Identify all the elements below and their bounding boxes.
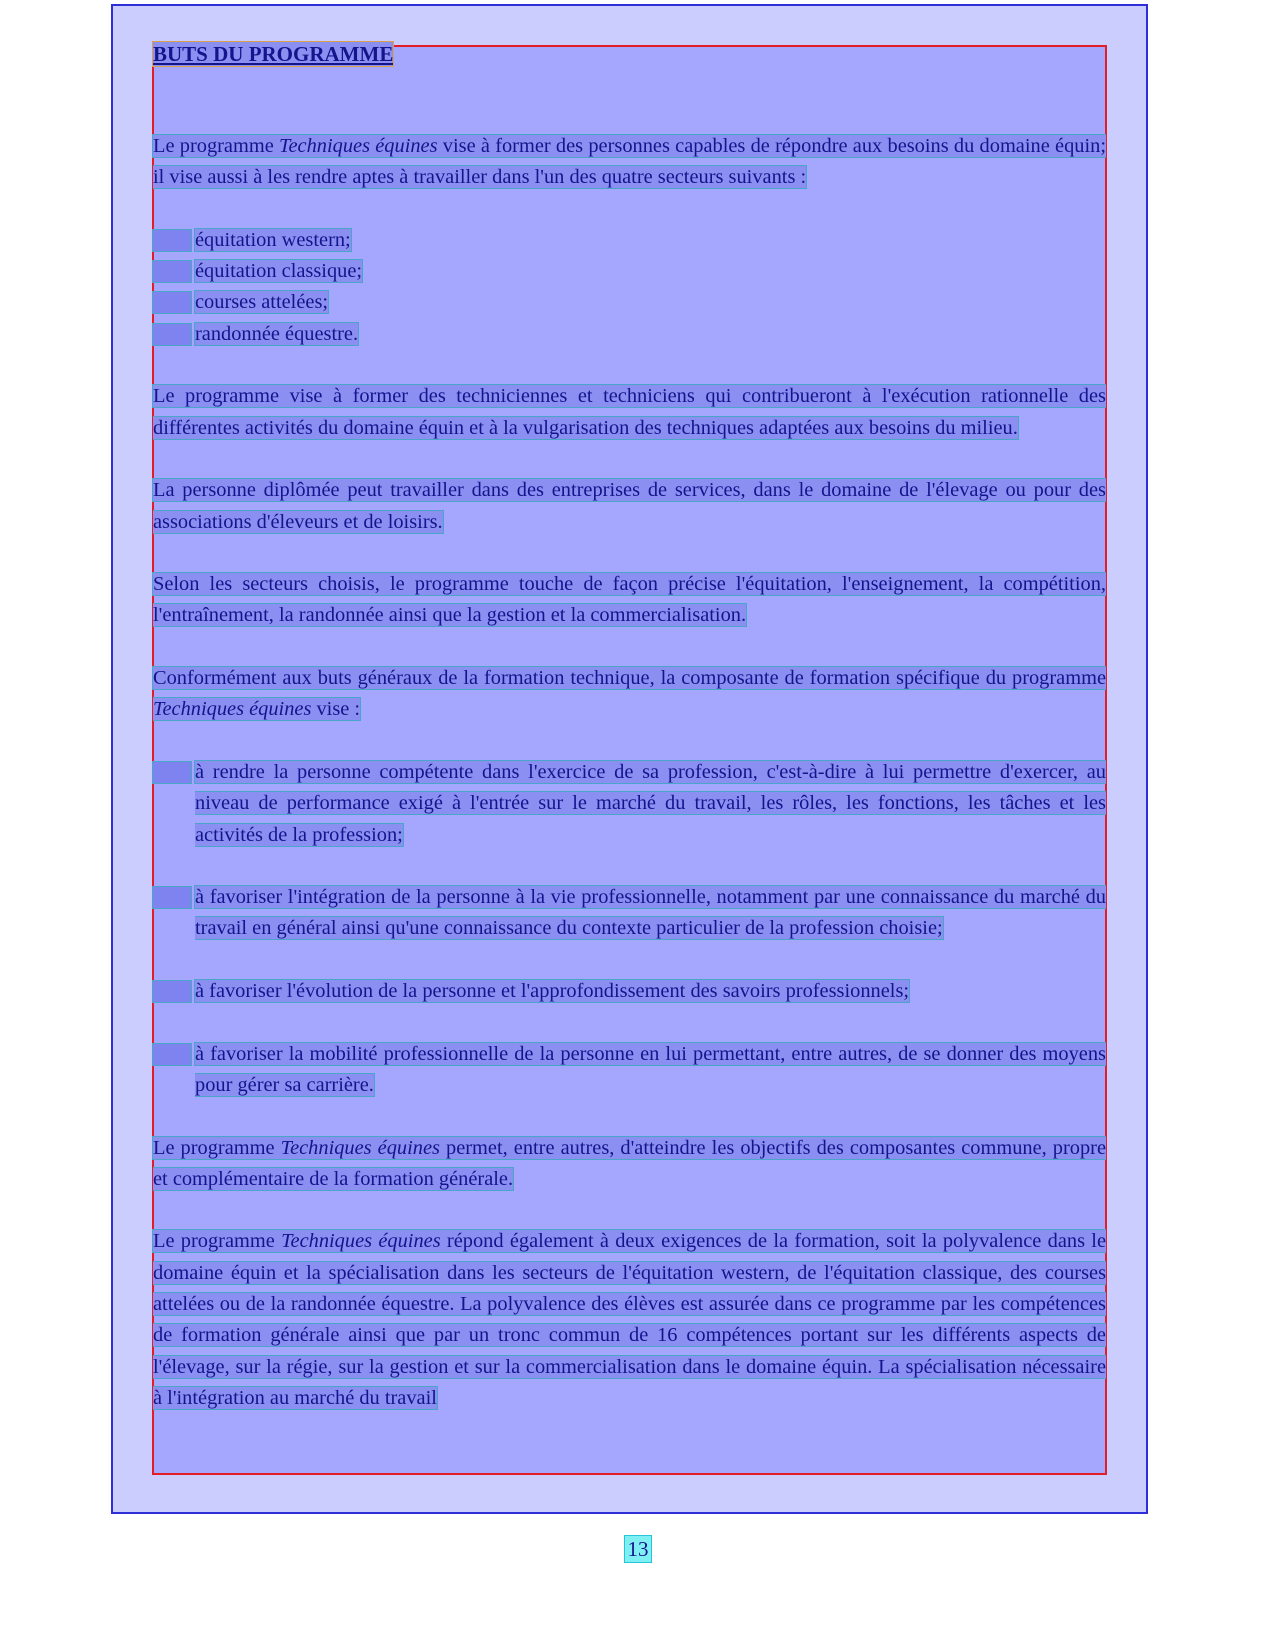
body-paragraph: Le programme Techniques équines permet, entre autres, d'atteindre les objectifs des composantes commune, propre et complémentaire de la formation générale.	[153, 1136, 1106, 1190]
intro-paragraph: Le programme Techniques équines vise à former des personnes capables de répondre aux besoins du domaine équin; il vise aussi à les rendre aptes à travailler dans l'un des quatre secteurs suivants :	[153, 135, 1106, 189]
bullet-marker	[153, 261, 191, 282]
bullet-marker	[153, 887, 191, 908]
bullet-marker	[153, 762, 191, 783]
document-body	[153, 40, 1106, 1414]
body-paragraph: Conformément aux buts généraux de la formation technique, la composante de formation spécifique du programme Techniques équines vise :	[153, 667, 1106, 721]
goals-list	[153, 757, 1106, 1101]
list-item: à favoriser l'évolution de la personne et l'approfondissement des savoirs professionnels;	[153, 976, 1106, 1007]
section-heading: BUTS DU PROGRAMME	[153, 42, 394, 66]
body-paragraph: Selon les secteurs choisis, le programme touche de façon précise l'équitation, l'enseignement, la compétition, l'entraînement, la randonnée ainsi que la gestion et la commercialisation.	[153, 573, 1106, 627]
list-item: à rendre la personne compétente dans l'exercice de sa profession, c'est-à-dire à lui permettre d'exercer, au niveau de performance exigé à l'entrée sur le marché du travail, les rôles, les fonctions, les tâches et les activités de la profession;	[153, 757, 1106, 851]
list-item: courses attelées;	[153, 287, 1106, 318]
list-item: équitation classique;	[153, 256, 1106, 287]
page-number: 13	[625, 1536, 651, 1562]
bullet-marker	[153, 981, 191, 1002]
list-item: à favoriser l'intégration de la personne à la vie professionnelle, notamment par une connaissance du marché du travail en général ainsi qu'une connaissance du contexte particulier de la profession choisie;	[153, 882, 1106, 945]
bullet-marker	[153, 324, 191, 345]
body-paragraph: Le programme Techniques équines répond également à deux exigences de la formation, soit la polyvalence dans le domaine équin et la spécialisation dans les secteurs de l'équitation western, de l'équitation classique, des courses attelées ou de la randonnée équestre. La polyvalence des élèves est assurée dans ce programme par les compétences de formation générale ainsi que par un tronc commun de 16 compétences portant sur les différents aspects de l'élevage, sur la régie, sur la gestion et sur la commercialisation dans le domaine équin. La spécialisation nécessaire à l'intégration au marché du travail	[153, 1230, 1106, 1409]
sectors-list	[153, 225, 1106, 350]
bullet-marker	[153, 230, 191, 251]
body-paragraph: Le programme vise à former des techniciennes et techniciens qui contribueront à l'exécution rationnelle des différentes activités du domaine équin et à la vulgarisation des techniques adaptées aux besoins du milieu.	[153, 385, 1106, 439]
bullet-marker	[153, 292, 191, 313]
list-item: randonnée équestre.	[153, 319, 1106, 350]
bullet-marker	[153, 1044, 191, 1065]
list-item: à favoriser la mobilité professionnelle de la personne en lui permettant, entre autres, de se donner des moyens pour gérer sa carrière.	[153, 1039, 1106, 1102]
list-item: équitation western;	[153, 225, 1106, 256]
body-paragraph: La personne diplômée peut travailler dans des entreprises de services, dans le domaine de l'élevage ou pour des associations d'éleveurs et de loisirs.	[153, 479, 1106, 533]
